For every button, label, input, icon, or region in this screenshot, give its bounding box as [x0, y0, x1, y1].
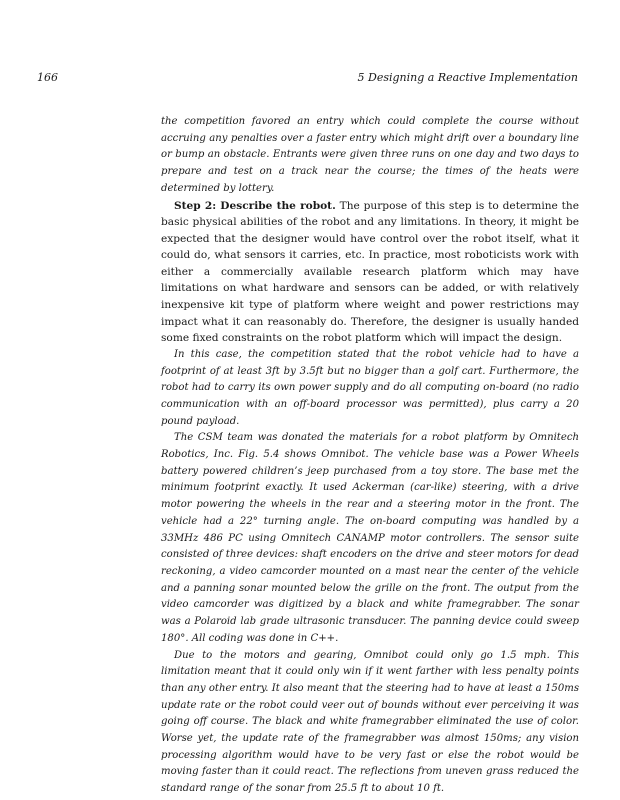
- running-header: 5 Designing a Reactive Implementation: [357, 71, 578, 84]
- paragraph-competition-rules: the competition favored an entry which could complete the course without accruing any penalties over a faster entry which might drift over a boundary line or bump an obstacle. Entrants were given three runs on one day and two days to prepare and test on a track near the course; the times of the heats were determined by lottery.: [161, 116, 579, 194]
- paragraph-omnibot-platform: The CSM team was donated the materials for a robot platform by Omnitech Robotics, Inc. Fig. 5.4 shows Omnibot. The vehicle base was a Power Wheels battery powered children’s jeep purchased from a toy store. The base met the minimum footprint exactly. It used Ackerman (car-like) steering, with a drive motor powering the wheels in the rear and a steering motor in the front. The vehicle had a 22° turning angle. The on-board computing was handled by a 33MHz 486 PC using Omnitech CANAMP motor controllers. The sensor suite consisted of three devices: shaft encoders on the drive and steer motors for dead reckoning, a video camcorder mounted on a mast near the center of the vehicle and a panning sonar mounted below the grille on the front. The output from the video camcorder was digitized by a black and white framegrabber. The sonar was a Polaroid lab grade ultrasonic transducer. The panning device could sweep 180°. All coding was done in C++.: [161, 432, 579, 644]
- paragraph-competition-constraints: In this case, the competition stated that the robot vehicle had to have a footprint of at least 3ft by 3.5ft but no bigger than a golf cart. Furthermore, the robot had to carry its own power supply and do all computing on-board (no radio communication with an off-board processor was permitted), plus carry a 20 pound payload.: [161, 348, 579, 427]
- body-text: [161, 114, 579, 798]
- page-number: 166: [37, 71, 58, 84]
- step-2-text: The purpose of this step is to determine the basic physical abilities of the robot and any limitations. In theory, it might be expected that the designer would have control over the robot itself, what it could do, what sensors it carries, etc. In practice, most roboticists work with either a commercially available research platform which may have limitations on what hardware and sensors can be added, or with relatively inexpensive kit type of platform where weight and power restrictions may impact what it can reasonably do. Therefore, the designer is usually handed some fixed constraints on the robot platform which will impact the design.: [161, 199, 580, 345]
- step-heading: Step 2: Describe the robot.: [174, 199, 336, 212]
- paragraph-limitations: Due to the motors and gearing, Omnibot could only go 1.5 mph. This limitation meant that it could only win if it went farther with less penalty points than any other entry. It also meant that the steering had to have at least a 150ms update rate or the robot could veer out of bounds without ever perceiving it was going off course. The black and white framegrabber eliminated the use of color. Worse yet, the update rate of the framegrabber was almost 150ms; any vision processing algorithm would have to be very fast or else the robot would be moving faster than it could react. The reflections from uneven grass reduced the standard range of the sonar from 25.5 ft to about 10 ft.: [161, 649, 579, 795]
- paragraph-step-2: [161, 198, 579, 347]
